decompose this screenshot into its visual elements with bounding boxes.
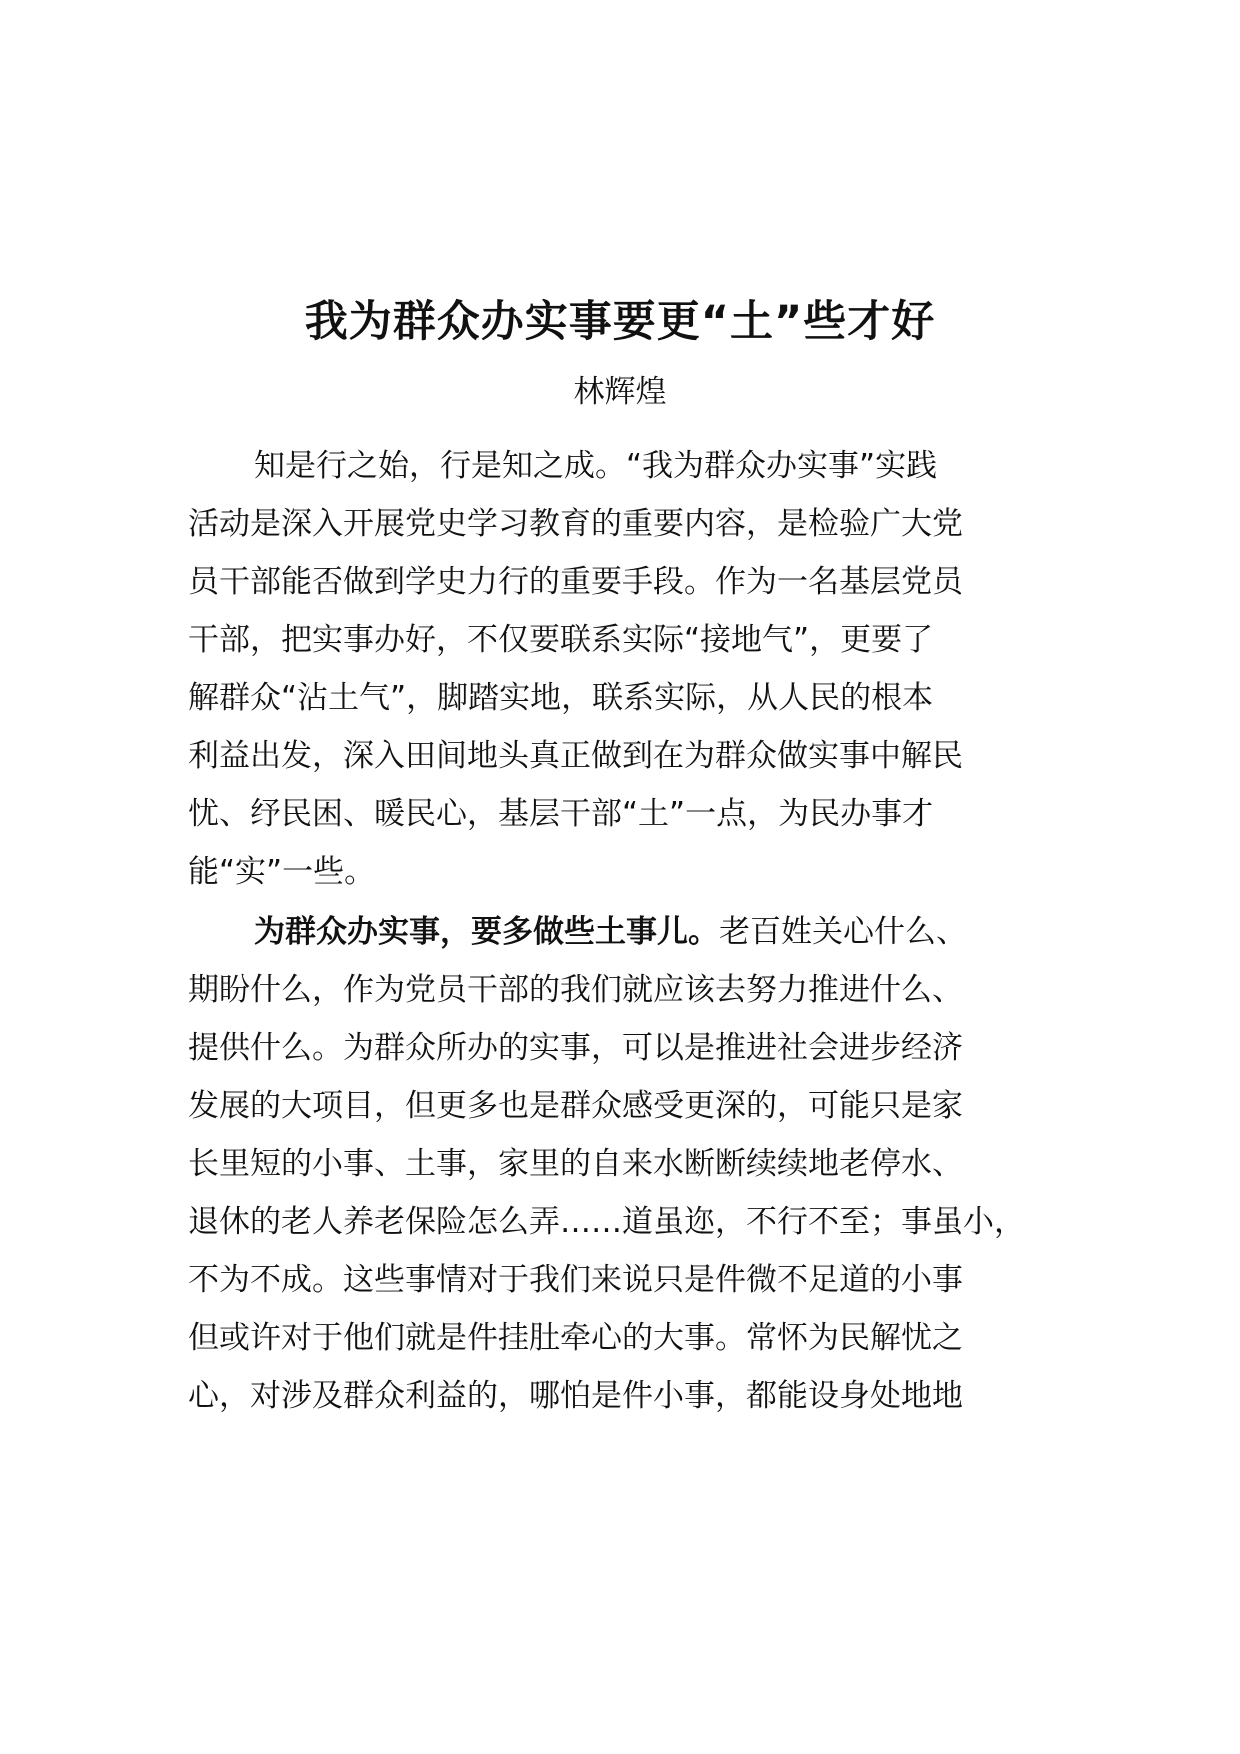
paragraph-line: 心，对涉及群众利益的，哪怕是件小事，都能设身处地地 — [188, 1378, 963, 1414]
paragraph-line: 不为不成。这些事情对于我们来说只是件微不足道的小事 — [188, 1262, 963, 1298]
paragraph-line: 提供什么。为群众所办的实事，可以是推进社会进步经济 — [188, 1030, 963, 1066]
paragraph-line: 退休的老人养老保险怎么弄……道虽迩，不行不至；事虽小， — [188, 1204, 1025, 1240]
paragraph-line — [254, 910, 967, 954]
paragraph-line: 知是行之始，行是知之成。“我为群众办实事”实践 — [254, 448, 938, 484]
paragraph-line: 长里短的小事、土事，家里的自来水断断续续地老停水、 — [188, 1146, 963, 1182]
paragraph-line: 忧、纾民困、暖民心，基层干部“土”一点，为民办事才 — [188, 796, 934, 832]
paragraph-line: 干部，把实事办好，不仅要联系实际“接地气”，更要了 — [188, 622, 934, 658]
paragraph-text: 老百姓关心什么、 — [719, 914, 967, 950]
paragraph-line: 活动是深入开展党史学习教育的重要内容，是检验广大党 — [188, 506, 963, 542]
document-author: 林辉煌 — [573, 374, 667, 410]
paragraph-line: 利益出发，深入田间地头真正做到在为群众做实事中解民 — [188, 738, 963, 774]
paragraph-line: 发展的大项目，但更多也是群众感受更深的，可能只是家 — [188, 1088, 963, 1124]
paragraph-line: 能“实”一些。 — [188, 854, 376, 890]
document-title: 我为群众办实事要更“土”些才好 — [304, 297, 936, 347]
paragraph-line: 解群众“沾土气”，脚踏实地，联系实际，从人民的根本 — [188, 680, 934, 716]
paragraph-heading: 为群众办实事，要多做些土事儿。 — [254, 914, 719, 950]
paragraph-line: 期盼什么，作为党员干部的我们就应该去努力推进什么、 — [188, 972, 963, 1008]
paragraph-line: 但或许对于他们就是件挂肚牵心的大事。常怀为民解忧之 — [188, 1320, 963, 1356]
paragraph-line: 员干部能否做到学史力行的重要手段。作为一名基层党员 — [188, 564, 963, 600]
